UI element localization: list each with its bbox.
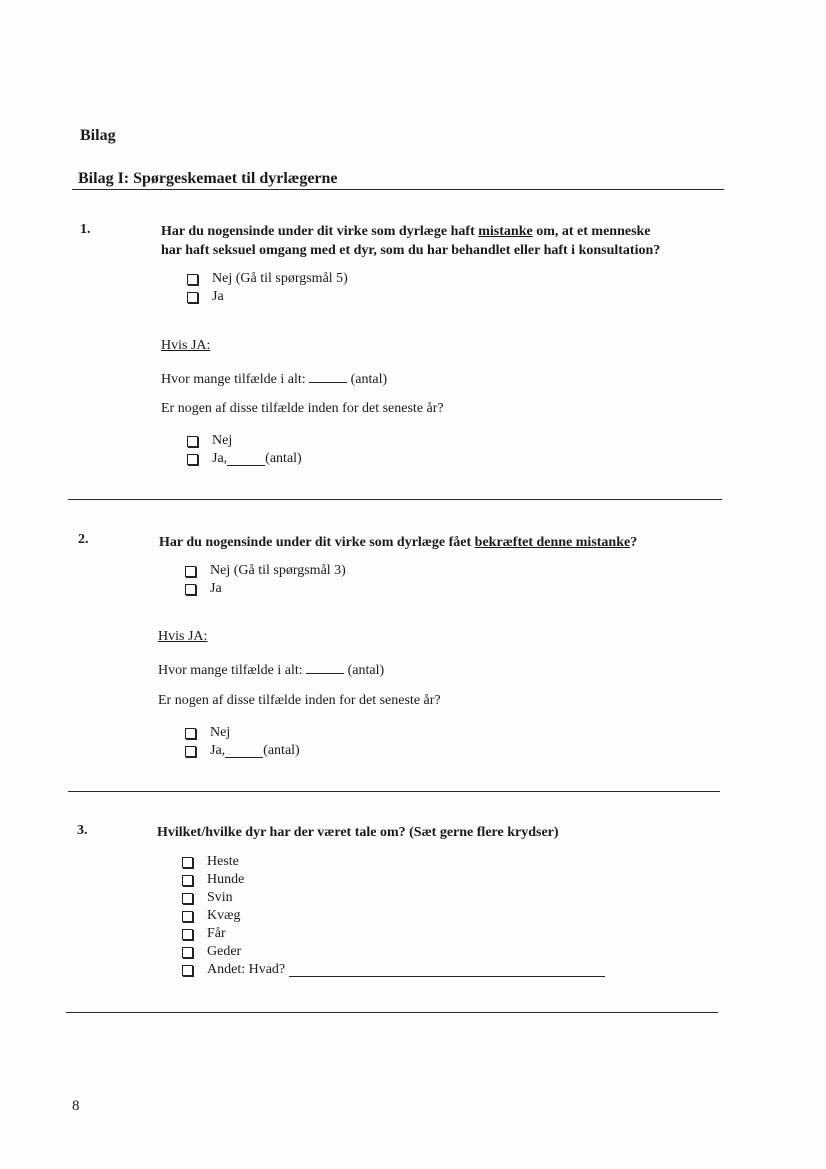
page-number: 8 — [72, 1098, 80, 1114]
checkbox[interactable] — [182, 965, 193, 976]
q2-text-b: ? — [630, 535, 638, 550]
q1-count-line: Hvor mange tilfælde i alt: (antal) — [161, 372, 388, 387]
checkbox[interactable] — [187, 274, 198, 285]
q2-if-yes-label: Hvis JA: — [158, 629, 208, 644]
checkbox[interactable] — [182, 947, 193, 958]
checkbox[interactable] — [187, 436, 198, 447]
q2-options — [185, 562, 346, 598]
q3-option-geder[interactable]: Geder — [182, 943, 605, 961]
q3-option-kvaeg[interactable]: Kvæg — [182, 907, 605, 925]
q3-option-svin[interactable]: Svin — [182, 889, 605, 907]
checkbox[interactable] — [182, 929, 193, 940]
checkbox[interactable] — [185, 728, 196, 739]
q2-option-yes[interactable]: Ja — [185, 580, 346, 598]
q2-recent-yes[interactable]: Ja, (antal) — [185, 742, 300, 760]
q3-other-field[interactable] — [289, 964, 605, 977]
q3-question: Hvilket/hvilke dyr har der været tale om? (Sæt gerne flere krydser) — [157, 825, 559, 840]
q1-recent-no[interactable]: Nej — [187, 432, 302, 450]
q1-number: 1. — [80, 222, 91, 237]
page-heading: Bilag — [80, 127, 116, 144]
q1-recent-options — [187, 432, 302, 468]
title-rule — [72, 189, 724, 190]
q2-recent-no[interactable]: Nej — [185, 724, 300, 742]
checkbox[interactable] — [182, 875, 193, 886]
q1-text-emph: mistanke — [478, 224, 533, 239]
q3-option-other[interactable]: Andet: Hvad? — [182, 961, 605, 979]
q1-text-b: om, at et menneske — [532, 224, 651, 239]
q2-count-line: Hvor mange tilfælde i alt: (antal) — [158, 663, 385, 678]
q2-text-emph: bekræftet denne mistanke — [474, 535, 631, 550]
q1-option-yes[interactable]: Ja — [187, 288, 348, 306]
q2-question — [159, 533, 637, 552]
appendix-title: Bilag I: Spørgeskemaet til dyrlægerne — [78, 170, 338, 187]
checkbox[interactable] — [187, 454, 198, 465]
q1-options — [187, 270, 348, 306]
q2-recent-count-field[interactable] — [225, 745, 263, 758]
q1-recent-question: Er nogen af disse tilfælde inden for det seneste år? — [161, 401, 444, 416]
q3-option-hunde[interactable]: Hunde — [182, 871, 605, 889]
checkbox[interactable] — [185, 566, 196, 577]
q1-if-yes-label: Hvis JA: — [161, 338, 211, 353]
checkbox[interactable] — [185, 746, 196, 757]
q3-number: 3. — [77, 823, 88, 838]
q1-question — [161, 222, 660, 260]
q1-option-no[interactable]: Nej (Gå til spørgsmål 5) — [187, 270, 348, 288]
q2-number: 2. — [78, 532, 89, 547]
q2-recent-question: Er nogen af disse tilfælde inden for det seneste år? — [158, 693, 441, 708]
q1-recent-count-field[interactable] — [227, 453, 265, 466]
q3-options — [182, 853, 605, 979]
q1-text-a: Har du nogensinde under dit virke som dyrlæge haft — [161, 224, 479, 239]
q2-count-field[interactable] — [306, 661, 344, 674]
q3-option-faar[interactable]: Får — [182, 925, 605, 943]
checkbox[interactable] — [182, 893, 193, 904]
q1-text-line2: har haft seksuel omgang med et dyr, som du har behandlet eller haft i konsultation? — [161, 243, 661, 258]
q2-divider — [68, 791, 720, 792]
checkbox[interactable] — [187, 292, 198, 303]
q2-recent-options — [185, 724, 300, 760]
q3-divider — [66, 1012, 718, 1013]
checkbox[interactable] — [182, 911, 193, 922]
checkbox[interactable] — [185, 584, 196, 595]
q2-option-no[interactable]: Nej (Gå til spørgsmål 3) — [185, 562, 346, 580]
q1-divider — [68, 499, 722, 500]
q1-recent-yes[interactable]: Ja, (antal) — [187, 450, 302, 468]
checkbox[interactable] — [182, 857, 193, 868]
q2-text-a: Har du nogensinde under dit virke som dyrlæge fået — [159, 535, 475, 550]
q1-count-field[interactable] — [309, 370, 347, 383]
q3-option-heste[interactable]: Heste — [182, 853, 605, 871]
